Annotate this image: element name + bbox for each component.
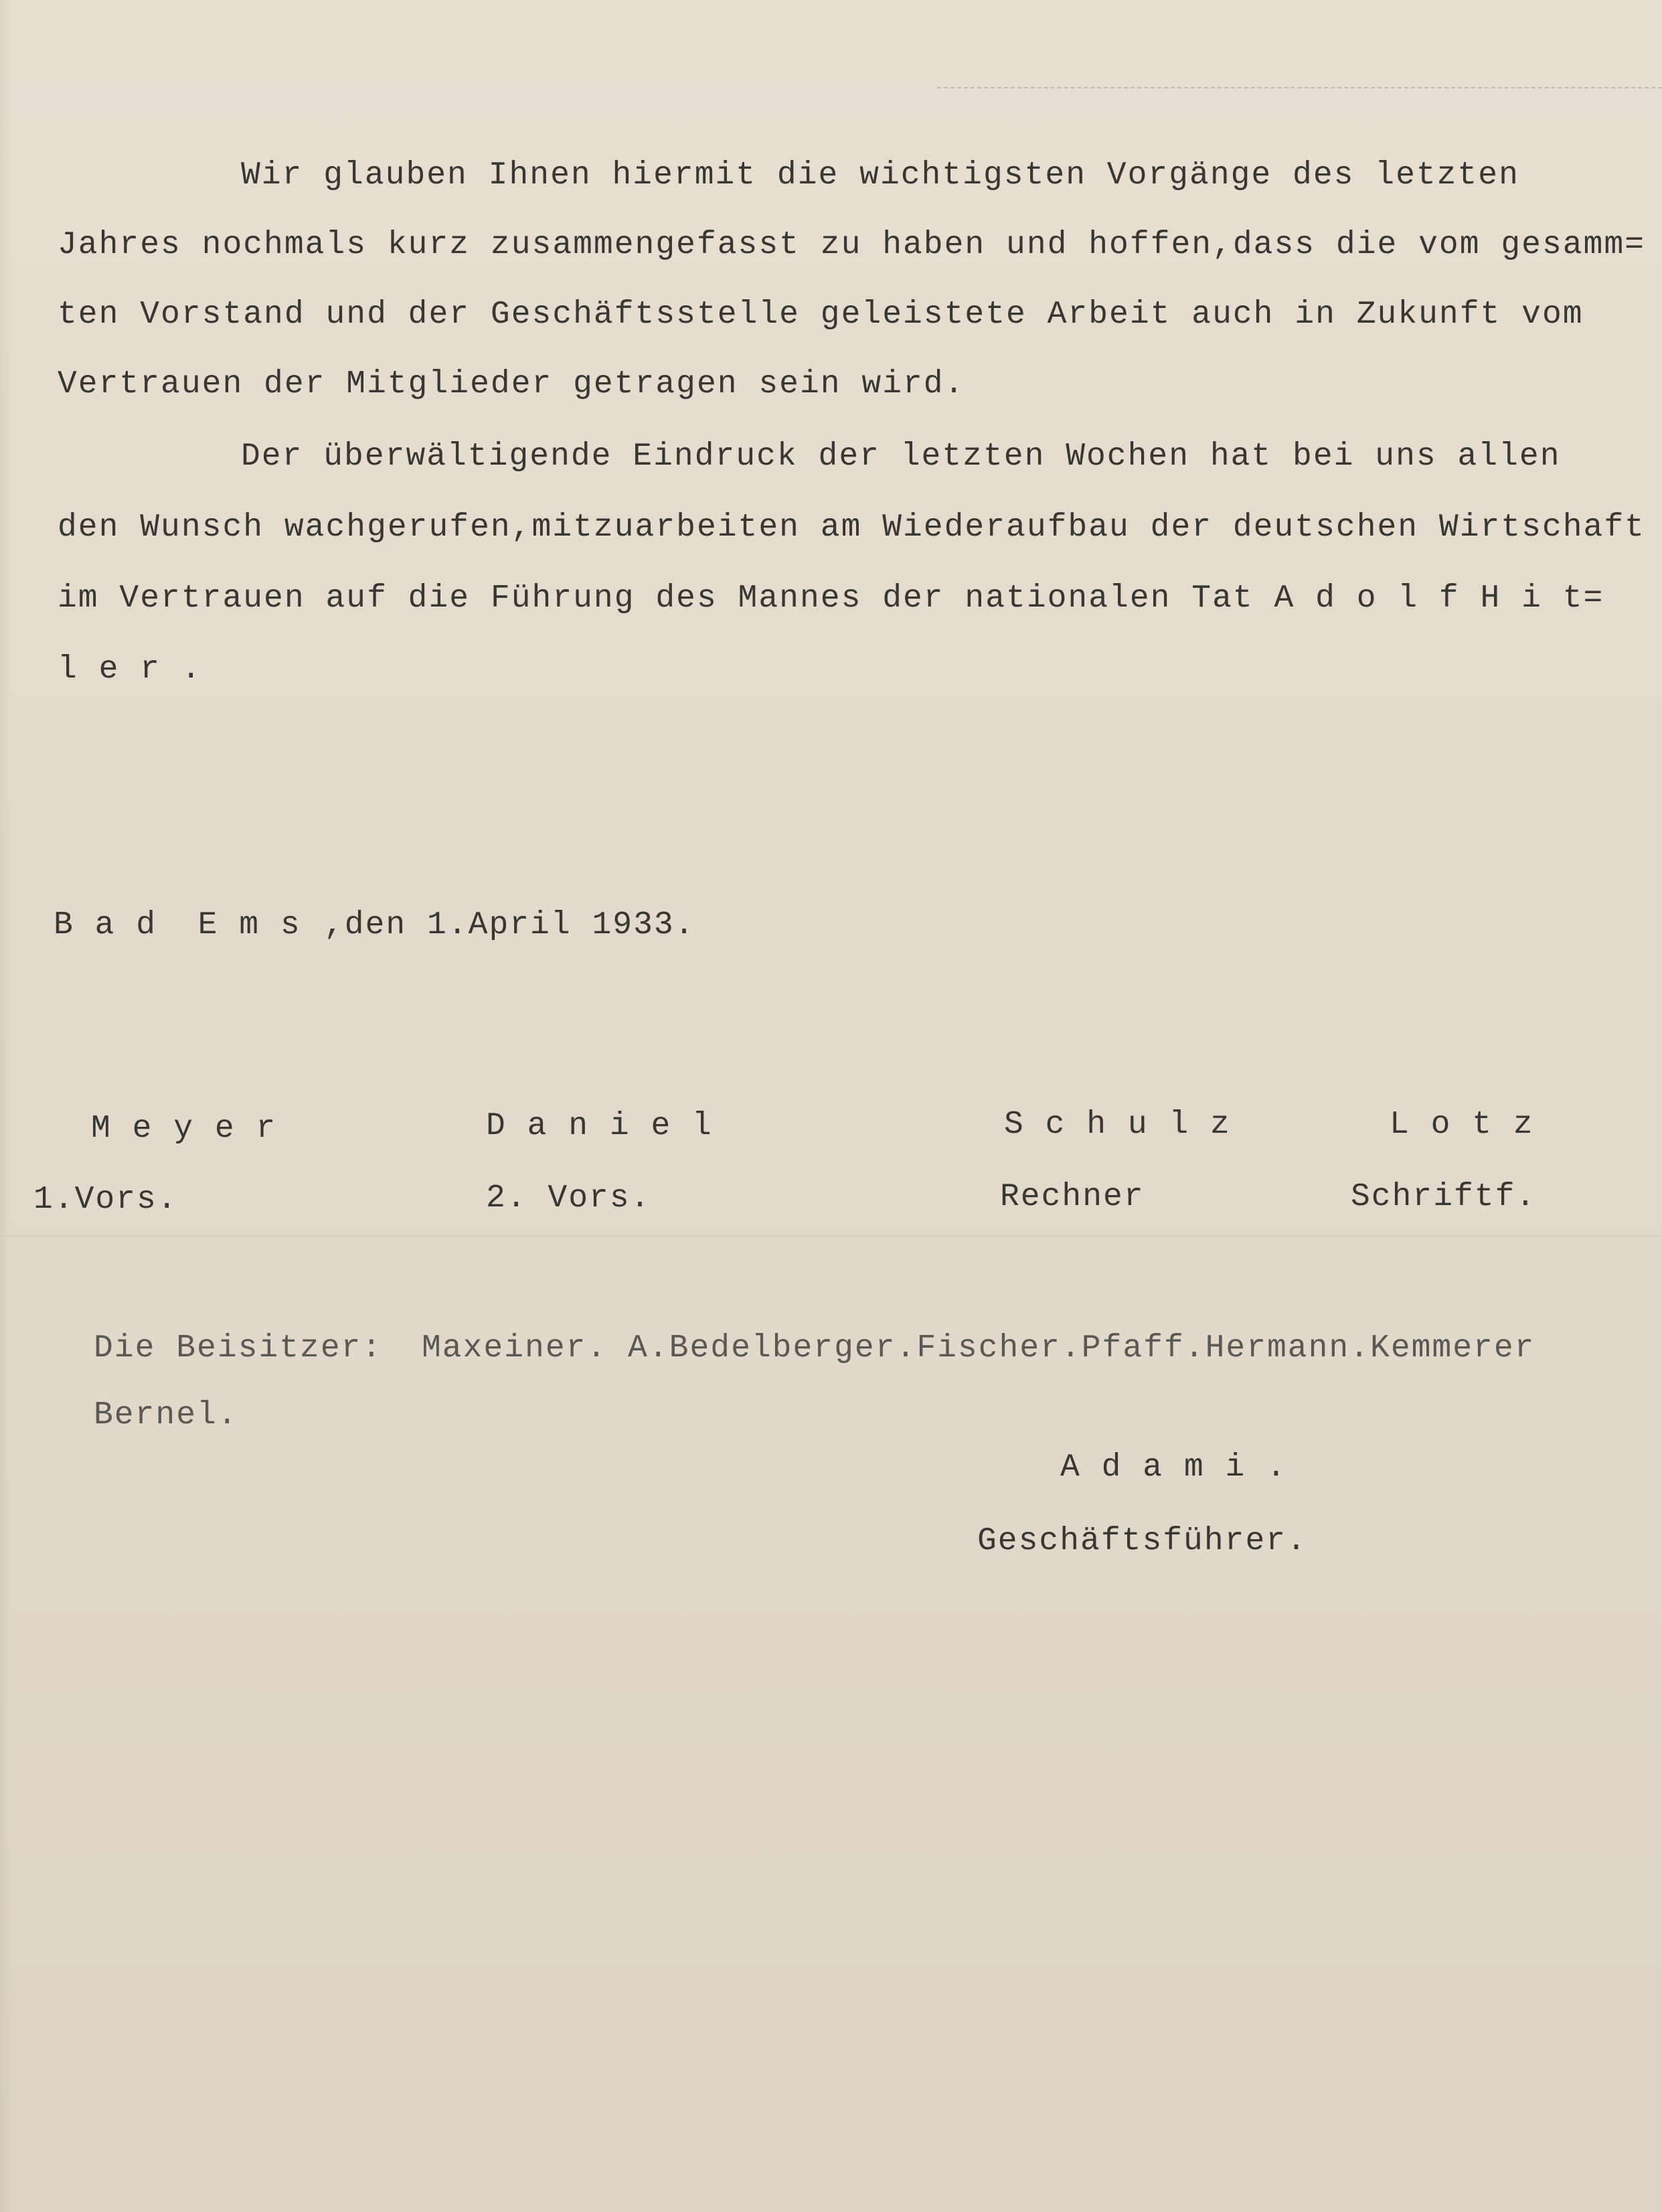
dateline-date: ,den 1.April 1933. xyxy=(324,907,695,943)
signatory-name-2: D a n i e l xyxy=(486,1108,713,1144)
signatory-role-3: Rechner xyxy=(1000,1179,1145,1215)
paragraph1-line-2: Jahres nochmals kurz zusammengefasst zu haben und hoffen,dass die vom gesamm= xyxy=(58,227,1645,263)
paragraph1-line-4: Vertrauen der Mitglieder getragen sein wird. xyxy=(58,366,965,402)
paragraph2-line-4: l e r . xyxy=(58,651,202,688)
signatory-name-1: M e y e r xyxy=(91,1111,277,1147)
paragraph2-line-1: Der überwältigende Eindruck der letzten Wochen hat bei uns allen xyxy=(241,439,1561,475)
manager-title: Geschäftsführer. xyxy=(977,1523,1307,1559)
assessors-label: Die Beisitzer: xyxy=(94,1330,383,1366)
paragraph2-line-3: im Vertrauen auf die Führung des Mannes der nationalen Tat A d o l f H i t= xyxy=(58,580,1604,617)
signatory-name-4: L o t z xyxy=(1390,1107,1534,1143)
paragraph1-line-1: Wir glauben Ihnen hiermit die wichtigsten Vorgänge des letzten xyxy=(241,157,1519,193)
paragraph2-line-2: den Wunsch wachgerufen,mitzuarbeiten am Wiederaufbau der deutschen Wirtschaft xyxy=(58,509,1645,546)
signatory-role-4: Schriftf. xyxy=(1351,1179,1537,1215)
assessors-names-line-1: Maxeiner. A.Bedelberger.Fischer.Pfaff.Hermann.Kemmerer xyxy=(422,1330,1535,1366)
dateline-place: B a d E m s xyxy=(54,907,301,943)
signatory-role-1: 1.Vors. xyxy=(33,1182,178,1218)
manager-name: A d a m i . xyxy=(1060,1449,1287,1486)
page-edge-mark xyxy=(937,87,1662,90)
signatory-role-2: 2. Vors. xyxy=(486,1180,651,1216)
page-fold xyxy=(0,1235,1662,1237)
signatory-name-3: S c h u l z xyxy=(1004,1107,1231,1143)
paragraph1-line-3: ten Vorstand und der Geschäftsstelle geleistete Arbeit auch in Zukunft vom xyxy=(58,297,1584,333)
assessors-names-line-2: Bernel. xyxy=(94,1397,238,1433)
